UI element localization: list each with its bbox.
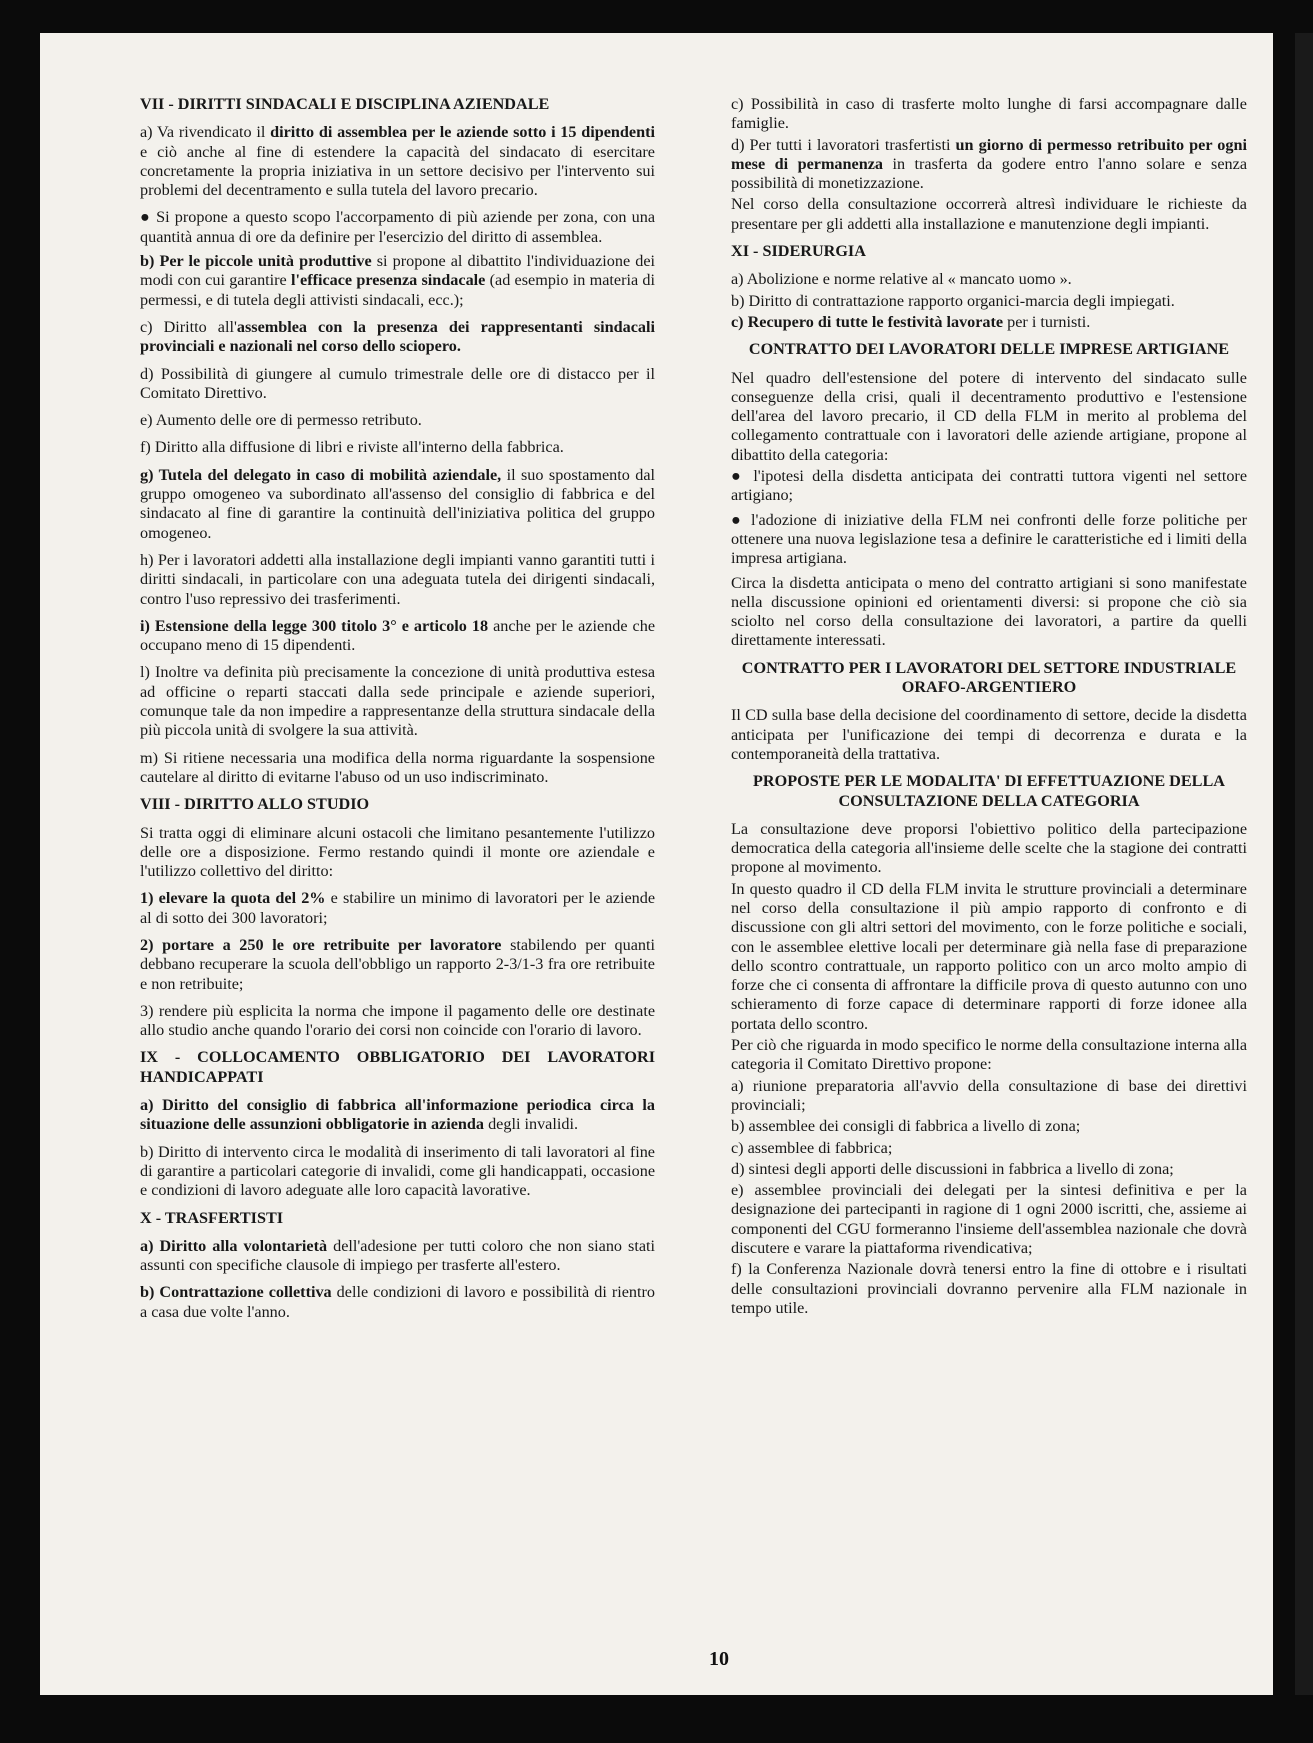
- paragraph-s10-c: c) Possibilità in caso di trasferte molto lunghe di farsi accompagnare dalle famiglie.: [731, 95, 1247, 133]
- paragraph-s9-b: b) Diritto di intervento circa le modalità di inserimento di tali lavoratori al fine di garantire a particolari categorie di invalidi, come gli handicappati, occasione e condizioni di lavoro adeguate alle loro capacità lavorative.: [140, 1142, 655, 1200]
- list-item-prop-f: f) la Conferenza Nazionale dovrà tenersi entro la fine di ottobre e i risultati delle consultazioni provinciali dovranno pervenire alla FLM nazionale in tempo utile.: [731, 1260, 1247, 1317]
- bullet-iniziative-flm: ● l'adozione di iniziative della FLM nei confronti delle forze politiche per ottenere una nuova legislazione tesa a definire le caratteristiche ed i limiti della impresa artigiana.: [731, 510, 1248, 568]
- list-item-prop-c: c) assemblee di fabbrica;: [731, 1138, 893, 1157]
- paragraph-s11-a: a) Abolizione e norme relative al « mancato uomo ».: [731, 270, 1072, 289]
- paragraph-s10-b: b) Contrattazione collettiva delle condizioni di lavoro e possibilità di rientro a casa due volte l'anno.: [140, 1283, 655, 1321]
- paragraph-art-intro: Nel quadro dell'estensione del potere di intervento del sindacato sulle conseguenze della crisi, quali il decentramento produttivo e l'estensione dell'area del lavoro precario, il CD della FLM in merito al problema del collegamento contrattuale con i lavoratori delle aziende artigiane, propone al dibattito della categoria:: [731, 368, 1247, 464]
- paragraph-s11-b: b) Diritto di contrattazione rapporto organici-marcia degli impiegati.: [731, 291, 1175, 310]
- magazine-page: [40, 33, 1273, 1695]
- paragraph-s11-c: c) Recupero di tutte le festività lavorate per i turnisti.: [731, 312, 1091, 331]
- paragraph-s7-h: h) Per i lavoratori addetti alla installazione degli impianti vanno garantiti tutti i diritti sindacali, in particolare con una adeguata tutela dei dirigenti sindacali, contro l'uso repressivo dei trasferimenti.: [140, 550, 655, 608]
- paragraph-s7-g: g) Tutela del delegato in caso di mobilità aziendale, il suo spostamento dal gruppo omogeneo va subordinato all'assenso del consiglio di fabbrica e del sindacato al fine di garantire la continuità dell'iniziativa politica del gruppo omogeneo.: [140, 465, 656, 542]
- paragraph-s10-note: Nel corso della consultazione occorrerà altresì individuare le richieste da presentare per gli addetti alla installazione e manutenzione degli impianti.: [731, 195, 1247, 233]
- section-heading-collocamento: IX - COLLOCAMENTO OBBLIGATORIO DEI LAVORATORI HANDICAPPATI: [140, 1048, 655, 1086]
- bullet-icon: ●: [140, 208, 151, 227]
- paragraph-s9-a: a) Diritto del consiglio di fabbrica all'informazione periodica circa la situazione delle assunzioni obbligatorie in azienda degli invalidi.: [140, 1096, 655, 1134]
- paragraph-prop-2: In questo quadro il CD della FLM invita le strutture provinciali a determinare nel corso della consultazione il più ampio rapporto di confronto e di discussione con gli altri settori del movimento, con le forze politiche e sociali, con le assemblee elettive locali per determinare già nella fase di preparazione dello scontro contrattuale, un rapporto politico con un arco molto ampio di forze che ci consenta di affrontare la difficile prova di questo autunno con uno schieramento di forze capace di determinare rapporti di forze idonee alla portata dello scontro.: [731, 879, 1247, 1033]
- section-heading-orafo: CONTRATTO PER I LAVORATORI DEL SETTORE INDUSTRIALE ORAFO-ARGENTIERO: [741, 658, 1237, 697]
- paragraph-s7-c: c) Diritto all'assemblea con la presenza dei rappresentanti sindacali provinciali e nazionali nel corso dello sciopero.: [140, 317, 655, 356]
- section-heading-trasfertisti: X - TRASFERTISTI: [140, 1208, 284, 1227]
- list-item-prop-e: e) assemblee provinciali dei delegati per la sintesi definitiva e per la designazione dei partecipanti in ragione di 1 ogni 2000 iscritti, che, assieme ai componenti del CGU formeranno l'insieme dell'assemblea nazionale che dovrà discutere e varare la piattaforma rivendicativa;: [731, 1181, 1247, 1258]
- right-column: [731, 95, 1247, 1320]
- list-item-prop-d: d) sintesi degli apporti delle discussioni in fabbrica a livello di zona;: [731, 1159, 1174, 1178]
- paragraph-prop-3: Per ciò che riguarda in modo specifico le norme della consultazione interna alla categoria il Comitato Direttivo propone:: [731, 1036, 1248, 1074]
- section-heading-siderurgia: XI - SIDERURGIA: [731, 242, 866, 261]
- section-heading-diritto-studio: VIII - DIRITTO ALLO STUDIO: [140, 795, 370, 814]
- paragraph-s8-intro: Si tratta oggi di eliminare alcuni ostacoli che limitano pesantemente l'utilizzo delle ore a disposizione. Fermo restando quindi il monte ore aziendale e l'utilizzo collettivo del diritto:: [140, 823, 655, 881]
- bullet-accorpamento: ● Si propone a questo scopo l'accorpamento di più aziende per zona, con una quantità annua di ore da definire per l'esercizio del diritto di assemblea.: [140, 208, 655, 246]
- paragraph-s8-3: 3) rendere più esplicita la norma che impone il pagamento delle ore destinate allo studio anche quando l'orario dei corsi non coincide con l'orario di lavoro.: [140, 1001, 655, 1040]
- paragraph-s7-e: e) Aumento delle ore di permesso retributo.: [140, 411, 422, 430]
- page-number: 10: [709, 1648, 729, 1670]
- section-heading-proposte: PROPOSTE PER LE MODALITA' DI EFFETTUAZIONE DELLA CONSULTAZIONE DELLA CATEGORIA: [753, 772, 1225, 810]
- paragraph-prop-1: La consultazione deve proporsi l'obiettivo politico della partecipazione democratica della categoria all'insieme delle scelte che la stagione dei contratti propone al movimento.: [731, 819, 1247, 877]
- paragraph-s7-i: i) Estensione della legge 300 titolo 3° e articolo 18 anche per le aziende che occupano meno di 15 dipendenti.: [140, 616, 656, 655]
- paragraph-s7-m: m) Si ritiene necessaria una modifica della norma riguardante la sospensione cautelare al diritto di evitarne l'abuso od un uso indiscriminato.: [140, 748, 655, 786]
- paragraph-s10-d: d) Per tutti i lavoratori trasfertisti un giorno di permesso retribuito per ogni mese di permanenza in trasferta da godere entro l'anno solare e senza possibilità di monetizzazione.: [731, 135, 1248, 193]
- paragraph-s7-d: d) Possibilità di giungere al cumulo trimestrale delle ore di distacco per il Comitato Direttivo.: [140, 364, 655, 402]
- paragraph-s8-1: 1) elevare la quota del 2% e stabilire un minimo di lavoratori per le aziende al di sotto dei 300 lavoratori;: [140, 889, 656, 927]
- list-item-prop-b: b) assemblee dei consigli di fabbrica a livello di zona;: [731, 1117, 1081, 1136]
- bullet-ipotesi-disdetta: ● l'ipotesi della disdetta anticipata dei contratti tuttora vigenti nel settore artigiano;: [731, 467, 1248, 505]
- section-heading-diritti-sindacali: VII - DIRITTI SINDACALI E DISCIPLINA AZIENDALE: [140, 95, 550, 113]
- paragraph-orafo: Il CD sulla base della decisione del coordinamento di settore, decide la disdetta anticipata per l'unificazione dei tempi di decorrenza e durata e la contemporaneità della trattativa.: [731, 706, 1247, 763]
- bullet-icon: ●: [731, 467, 746, 486]
- paragraph-s10-a: a) Diritto alla volontarietà dell'adesione per tutti coloro che non siano stati assunti con specifiche clausole di impiego per trasferte all'estero.: [140, 1236, 656, 1275]
- bullet-icon: ●: [731, 510, 744, 529]
- list-item-prop-a: a) riunione preparatoria all'avvio della consultazione di base dei direttivi provinciali;: [731, 1076, 1247, 1114]
- paragraph-s7-b: b) Per le piccole unità produttive si propone al dibattito l'individuazione dei modi con cui garantire l'efficace presenza sindacale (ad esempio in materia di permessi, e di tutela degli attivisti sindacali, ecc.);: [140, 252, 656, 309]
- left-column: [140, 95, 655, 1330]
- paragraph-s7-l: l) Inoltre va definita più precisamente la concezione di unità produttiva estesa ad officine o reparti staccati dalla sede principale e aziende superiori, comunque tale da non impedire a rappresentanze della struttura sindacale della più piccola unità di svolgere la sua attività.: [140, 663, 655, 740]
- paragraph-s7-a: a) Va rivendicato il diritto di assemblea per le aziende sotto i 15 dipendenti e ciò anche al fine di estendere la capacità del sindacato di esercitare concretamente la propria iniziativa in un settore decisivo per l'intervento sui problemi del decentramento e sulla tutela del lavoro precario.: [140, 123, 655, 200]
- page-edge-shadow: [1295, 33, 1313, 1695]
- paragraph-s7-f: f) Diritto alla diffusione di libri e riviste all'interno della fabbrica.: [140, 438, 564, 457]
- paragraph-s8-2: 2) portare a 250 le ore retribuite per lavoratore stabilendo per quanti debbano recuperare la scuola dell'obbligo un rapporto 2-3/1-3 fra ore retribuite e non retribuite;: [140, 935, 656, 993]
- paragraph-art-outro: Circa la disdetta anticipata o meno del contratto artigiani si sono manifestate nella discussione opinioni ed orientamenti diversi: si propone che ciò sia sciolto nel corso della consultazione dei lavoratori, a partire da quelli direttamente interessati.: [731, 573, 1247, 650]
- section-heading-artigiani: CONTRATTO DEI LAVORATORI DELLE IMPRESE ARTIGIANE: [748, 340, 1230, 359]
